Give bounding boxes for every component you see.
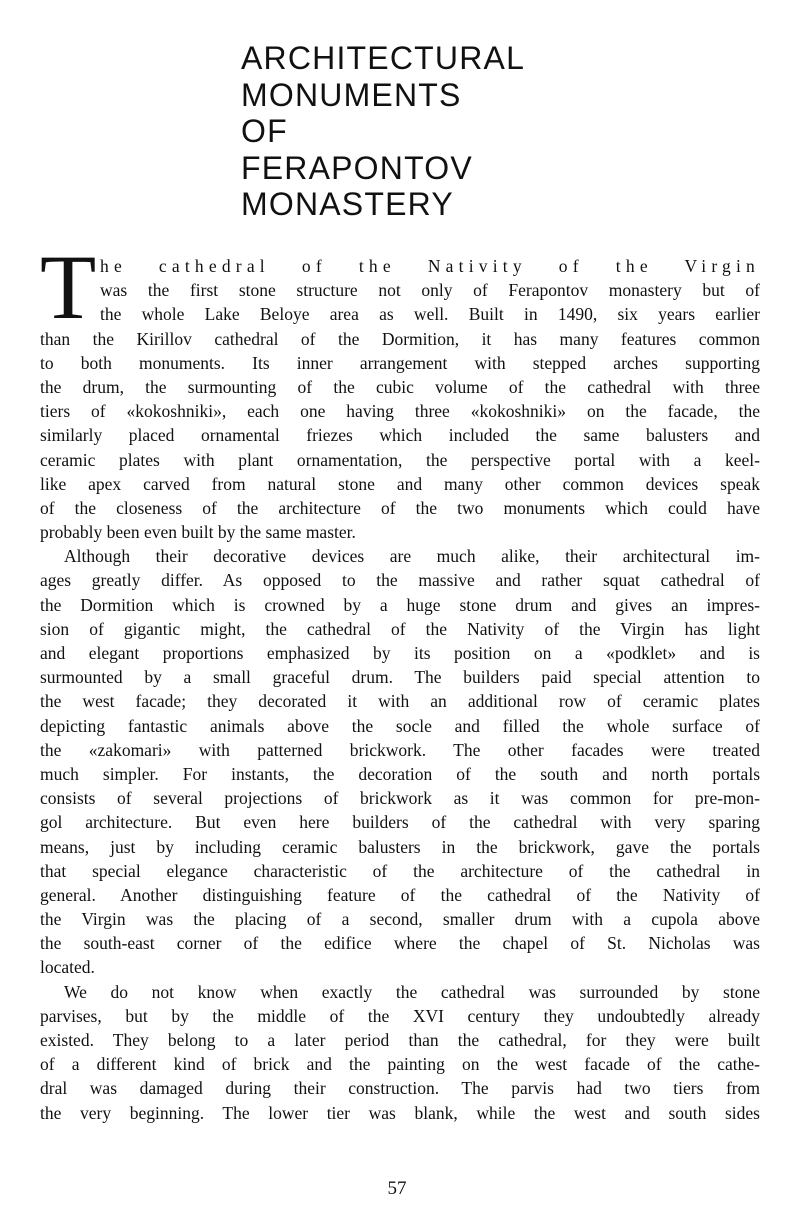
text-line: the «zakomari» with patterned brickwork. The other facades were treated: [40, 739, 760, 760]
text-line: was the first stone structure not only of Ferapontov monastery but of: [100, 280, 760, 301]
title-line: MONUMENTS: [241, 76, 462, 113]
text-line: the very beginning. The lower tier was blank, while the west and south sides: [40, 1102, 760, 1123]
article-title: [241, 40, 761, 223]
text-line: dral was damaged during their construction. The parvis had two tiers from: [40, 1078, 760, 1099]
text-line: than the Kirillov cathedral of the Dormition, it has many features common: [40, 328, 760, 349]
text-line: means, just by including ceramic balusters in the brickwork, gave the portals: [40, 836, 760, 857]
text-line: of the closeness of the architecture of the two monuments which could have: [40, 497, 760, 518]
text-line: the Virgin was the placing of a second, smaller drum with a cupola above: [40, 909, 760, 930]
text-line: ages greatly differ. As opposed to the massive and rather squat cathedral of: [40, 570, 760, 591]
text-line: similarly placed ornamental friezes which included the same balusters and: [40, 425, 760, 446]
text-line: he cathedral of the Nativity of the Virgin: [100, 256, 760, 276]
text-line: located.: [40, 957, 95, 978]
body-text: [40, 236, 760, 1125]
text-line: of a different kind of brick and the painting on the west facade of the cathe-: [40, 1054, 760, 1075]
text-line: sion of gigantic might, the cathedral of the Nativity of the Virgin has light: [40, 618, 760, 639]
text-line: like apex carved from natural stone and many other common devices speak: [40, 473, 760, 494]
drop-cap: T: [40, 236, 97, 338]
page-number: 57: [387, 1178, 407, 1199]
title-line: ARCHITECTURAL: [241, 40, 526, 76]
text-line: parvises, but by the middle of the XVI century they undoubtedly already: [40, 1005, 760, 1026]
text-line: much simpler. For instants, the decoration of the south and north portals: [40, 763, 760, 784]
text-line: tiers of «kokoshniki», each one having three «kokoshniki» on the facade, the: [40, 401, 760, 422]
text-line: Although their decorative devices are much alike, their architectural im-: [64, 546, 760, 567]
text-line: the drum, the surmounting of the cubic volume of the cathedral with three: [40, 376, 760, 397]
title-line: MONASTERY: [241, 186, 454, 222]
text-line: that special elegance characteristic of the architecture of the cathedral in: [40, 860, 760, 881]
text-line: the whole Lake Beloye area as well. Built in 1490, six years earlier: [100, 304, 760, 325]
text-line: ceramic plates with plant ornamentation, the perspective portal with a keel-: [40, 449, 760, 470]
text-line: the south-east corner of the edifice where the chapel of St. Nicholas was: [40, 933, 760, 954]
text-line: and elegant proportions emphasized by its position on a «podklet» and is: [40, 643, 760, 663]
text-line: We do not know when exactly the cathedral was surrounded by stone: [64, 981, 760, 1002]
text-line: existed. They belong to a later period than the cathedral, for they were built: [40, 1030, 760, 1050]
text-line: the west facade; they decorated it with an additional row of ceramic plates: [40, 691, 760, 712]
text-line: general. Another distinguishing feature of the cathedral of the Nativity of: [40, 884, 760, 905]
text-line: the Dormition which is crowned by a huge stone drum and gives an impres-: [40, 594, 760, 615]
text-line: gol architecture. But even here builders of the cathedral with very sparing: [40, 812, 760, 833]
text-line: surmounted by a small graceful drum. The builders paid special attention to: [40, 667, 760, 688]
title-line: OF: [241, 113, 288, 149]
text-line: depicting fantastic animals above the socle and filled the whole surface of: [40, 715, 760, 736]
text-line: consists of several projections of brickwork as it was common for pre-mon-: [40, 788, 760, 809]
title-line: FERAPONTOV: [241, 149, 473, 186]
text-line: to both monuments. Its inner arrangement with stepped arches supporting: [40, 352, 760, 373]
text-line: probably been even built by the same master.: [40, 522, 356, 543]
